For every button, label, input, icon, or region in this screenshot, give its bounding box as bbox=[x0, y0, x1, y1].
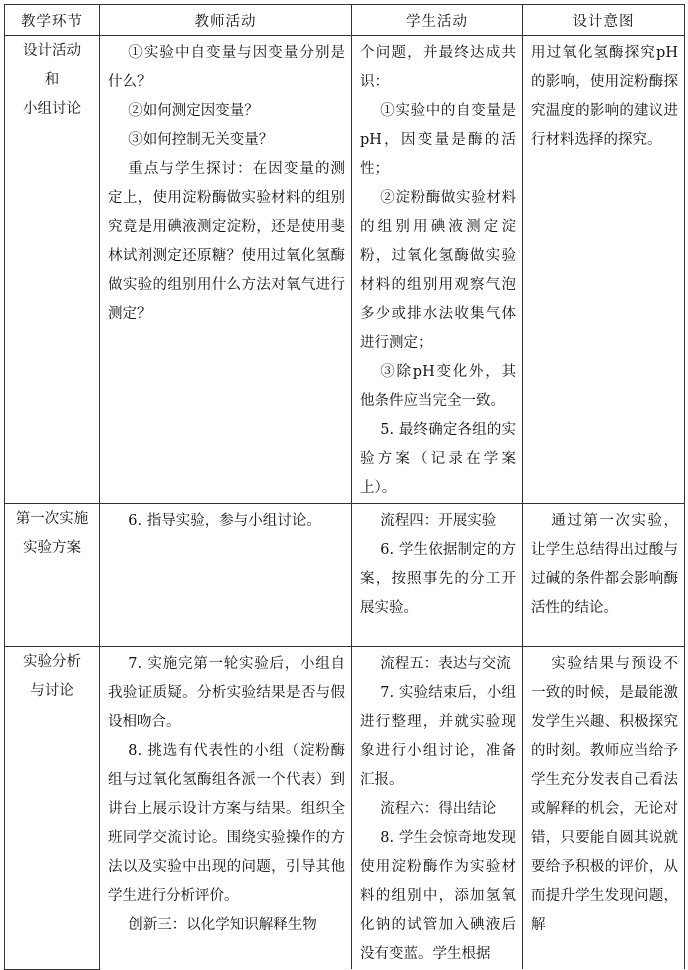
paragraph: 6. 学生依据制定的方案，按照事先的分工开展实验。 bbox=[360, 542, 516, 616]
paragraph: ③除pH变化外，其他条件应当完全一致。 bbox=[360, 364, 516, 409]
header-stage: 教学环节 bbox=[5, 5, 100, 36]
paragraph: 流程五：表达与交流 bbox=[380, 656, 511, 672]
header-intent: 设计意图 bbox=[523, 5, 685, 36]
stage-line: 实验方案 bbox=[23, 540, 81, 556]
paragraph: 流程四：开展实验 bbox=[380, 513, 497, 529]
intent-cell bbox=[523, 36, 685, 504]
header-student: 学生活动 bbox=[352, 5, 523, 36]
stage-line: 小组讨论 bbox=[23, 101, 81, 117]
paragraph: ②如何测定因变量？ bbox=[128, 103, 259, 119]
teacher-cell bbox=[100, 36, 352, 504]
student-cell bbox=[352, 647, 523, 970]
paragraph: ①实验中自变量与因变量分别是什么？ bbox=[108, 45, 345, 90]
paragraph: 重点与学生探讨：在因变量的测定上，使用淀粉酶做实验材料的组别究竟是用碘液测定淀粉，还是使用斐林试剂测定还原糖？使用过氧化氢酶做实验的组别用什么方法对氧气进行测定？ bbox=[108, 161, 345, 322]
teacher-cell bbox=[100, 504, 352, 647]
paragraph: 5. 最终确定各组的实验方案（记录在学案上）。 bbox=[360, 422, 516, 496]
header-row bbox=[5, 5, 685, 36]
lesson-plan-table bbox=[4, 4, 685, 970]
paragraph: 7. 实施完第一轮实验后，小组自我验证质疑。分析实验结果是否与假设相吻合。 bbox=[108, 656, 345, 730]
paragraph: ③如何控制无关变量？ bbox=[128, 132, 274, 148]
paragraph: 创新三：以化学知识解释生物 bbox=[128, 917, 317, 933]
paragraph: 6. 指导实验，参与小组讨论。 bbox=[128, 513, 321, 529]
stage-line: 和 bbox=[44, 72, 60, 88]
student-cell bbox=[352, 504, 523, 647]
paragraph: ①实验中的自变量是pH，因变量是酶的活性； bbox=[360, 103, 516, 177]
paragraph: 通过第一次实验，让学生总结得出过酸与过碱的条件都会影响酶活性的结论。 bbox=[531, 513, 678, 616]
intent-cell bbox=[523, 504, 685, 647]
stage-line: 实验分析 bbox=[23, 654, 81, 670]
paragraph: 8. 学生会惊奇地发现使用淀粉酶作为实验材料的组别中，添加氢氧化钠的试管加入碘液后没有变蓝。学生根据 bbox=[360, 830, 516, 962]
header-teacher: 教师活动 bbox=[100, 5, 352, 36]
teacher-cell bbox=[100, 647, 352, 970]
paragraph: 流程六：得出结论 bbox=[380, 801, 497, 817]
stage-line: 设计活动 bbox=[23, 43, 81, 59]
stage-cell bbox=[5, 504, 100, 647]
table-row bbox=[5, 504, 685, 647]
paragraph: 实验结果与预设不一致的时候，是最能激发学生兴趣、积极探究的时刻。教师应当给予学生充分发表自己看法或解释的机会，无论对错，只要能自圆其说就要给予积极的评价，从而提升学生发现问题，解 bbox=[531, 656, 678, 933]
paragraph: 个问题，并最终达成共识： bbox=[360, 45, 516, 90]
stage-line: 与讨论 bbox=[30, 683, 74, 699]
paragraph: 用过氧化氢酶探究pH的影响，使用淀粉酶探究温度的影响的建议进行材料选择的探究。 bbox=[531, 45, 678, 148]
stage-cell bbox=[5, 647, 100, 970]
table-row bbox=[5, 36, 685, 504]
paragraph: 8. 挑选有代表性的小组（淀粉酶组与过氧化氢酶组各派一个代表）到讲台上展示设计方案与结果。组织全班同学交流讨论。围绕实验操作的方法以及实验中出现的问题，引导其他学生进行分析评价。 bbox=[108, 743, 345, 904]
intent-cell bbox=[523, 647, 685, 970]
paragraph: 7. 实验结束后，小组进行整理，并就实验现象进行小组讨论，准备汇报。 bbox=[360, 685, 516, 788]
table-row bbox=[5, 647, 685, 970]
student-cell bbox=[352, 36, 523, 504]
stage-line: 第一次实施 bbox=[15, 511, 89, 527]
paragraph: ②淀粉酶做实验材料的组别用碘液测定淀粉，过氧化氢酶做实验材料的组别用观察气泡多少或排水法收集气体进行测定； bbox=[360, 190, 516, 351]
stage-cell bbox=[5, 36, 100, 504]
